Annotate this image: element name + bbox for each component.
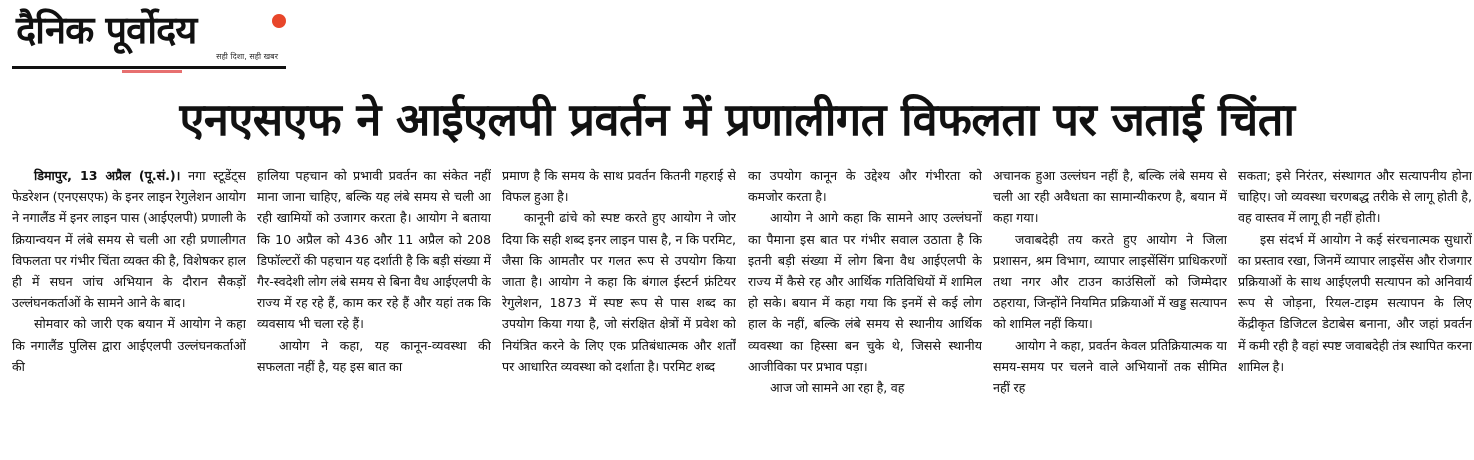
- masthead-rule: [12, 66, 286, 69]
- article-column-6: [1238, 165, 1472, 457]
- paragraph-text: नगा स्टूडेंट्स फेडरेशन (एनएसएफ) के इनर लाइन रेगुलेशन आयोग ने नगालैंड में इनर लाइन पास (आईएलपी) प्रणाली के क्रियान्वयन में लंबे समय से चली आ रही प्रणालीगत विफलता पर गंभीर चिंता व्यक्त की है, विशेषकर हाल ही में सघन जांच अभियान के दौरान सैकड़ों उल्लंघनकर्ताओं के सामने आने के बाद।: [12, 168, 246, 311]
- article-paragraph: सोमवार को जारी एक बयान में आयोग ने कहा कि नगालैंड पुलिस द्वारा आईएलपी उल्लंघनकर्ताओं की: [12, 316, 246, 374]
- article-paragraph: इस संदर्भ में आयोग ने कई संरचनात्मक सुधारों का प्रस्ताव रखा, जिनमें व्यापार लाइसेंस और रोजगार प्रक्रियाओं के साथ आईएलपी सत्यापन को अनिवार्य रूप से जोड़ना, रियल-टाइम सत्यापन के लिए केंद्रीकृत डिजिटल डेटाबेस बनाना, और जहां प्रवर्तन में कमी रही है वहां स्पष्ट जवाबदेही तंत्र स्थापित करना शामिल है।: [1238, 231, 1472, 374]
- article-paragraph: प्रमाण है कि समय के साथ प्रवर्तन कितनी गहराई से विफल हुआ है।: [502, 168, 736, 205]
- article-paragraph: हालिया पहचान को प्रभावी प्रवर्तन का संकेत नहीं माना जाना चाहिए, बल्कि यह लंबे समय से चली आ रही खामियों को उजागर करता है। आयोग ने बताया कि 10 अप्रैल को 436 और 11 अप्रैल को 208 डिफॉल्टरों की पहचान यह दर्शाती है कि बड़ी संख्या में गैर-स्वदेशी लोग लंबे समय से बिना वैध आईएलपी के राज्य में रह रहे हैं, काम कर रहे हैं और यहां तक कि व्यवसाय भी चला रहे हैं।: [257, 168, 491, 332]
- article-paragraph: आयोग ने आगे कहा कि सामने आए उल्लंघनों का पैमाना इस बात पर गंभीर सवाल उठाता है कि इतनी बड़ी संख्या में लोग बिना वैध आईएलपी के राज्य में कैसे रह और आर्थिक गतिविधियों में शामिल हो सके। बयान में कहा गया कि इनमें से कई लोग हाल के नहीं, बल्कि लंबे समय से स्थानीय आर्थिक व्यवस्था का हिस्सा बन चुके थे, जिससे स्थानीय आजीविका पर प्रभाव पड़ा।: [748, 210, 982, 374]
- article-paragraph: आज जो सामने आ रहा है, वह: [770, 380, 905, 396]
- article-column-5: [993, 165, 1227, 457]
- masthead-accent-rule: [122, 70, 182, 73]
- article-paragraph: [12, 165, 246, 313]
- logo-tagline: सही दिशा, सही खबर: [216, 52, 278, 61]
- logo-dot-icon: [272, 14, 286, 28]
- article-column-3: [502, 165, 736, 457]
- dateline: डिमापुर, 13 अप्रैल (पू.सं.)।: [34, 168, 181, 183]
- article-column-1: [12, 165, 246, 457]
- article-paragraph: अचानक हुआ उल्लंघन नहीं है, बल्कि लंबे समय से चली आ रही अवैधता का सामान्यीकरण है, बयान में कहा गया।: [993, 168, 1227, 226]
- masthead: [12, 0, 286, 75]
- article-paragraph: का उपयोग कानून के उद्देश्य और गंभीरता को कमजोर करता है।: [748, 168, 982, 205]
- article-body: [0, 165, 1474, 460]
- article-column-4: [748, 165, 982, 457]
- article-paragraph: आयोग ने कहा, प्रवर्तन केवल प्रतिक्रियात्मक या समय-समय पर चलने वाले अभियानों तक सीमित नहीं रह: [993, 337, 1227, 396]
- newspaper-logo: दैनिक पूर्वोदय: [16, 8, 197, 52]
- article-paragraph: सकता; इसे निरंतर, संस्थागत और सत्यापनीय होना चाहिए। जो व्यवस्था चरणबद्ध तरीके से लागू होती है, वह वास्तव में लागू ही नहीं होती।: [1238, 168, 1472, 226]
- article-paragraph: कानूनी ढांचे को स्पष्ट करते हुए आयोग ने जोर दिया कि सही शब्द इनर लाइन पास है, न कि परमिट, जैसा कि आमतौर पर गलत रूप से उपयोग किया जाता है। आयोग ने कहा कि बंगाल ईस्टर्न फ्रंटियर रेगुलेशन, 1873 में स्पष्ट रूप से पास शब्द का उपयोग किया गया है, जो संरक्षित क्षेत्रों में प्रवेश को नियंत्रित करने के लिए एक प्रतिबंधात्मक और शर्तों पर आधारित व्यवस्था को दर्शाता है। परमिट शब्द: [502, 210, 736, 374]
- article-column-2: [257, 165, 491, 457]
- article-paragraph: जवाबदेही तय करते हुए आयोग ने जिला प्रशासन, श्रम विभाग, व्यापार लाइसेंसिंग प्राधिकरणों तथा नगर और टाउन काउंसिलों को जिम्मेदार ठहराया, जिन्होंने नियमित प्रक्रियाओं में खड्ड सत्यापन को शामिल नहीं किया।: [993, 231, 1227, 332]
- article-headline: एनएसएफ ने आईएलपी प्रवर्तन में प्रणालीगत विफलता पर जताई चिंता: [179, 93, 1295, 146]
- article-paragraph: आयोग ने कहा, यह कानून-व्यवस्था की सफलता नहीं है, यह इस बात का: [257, 337, 491, 374]
